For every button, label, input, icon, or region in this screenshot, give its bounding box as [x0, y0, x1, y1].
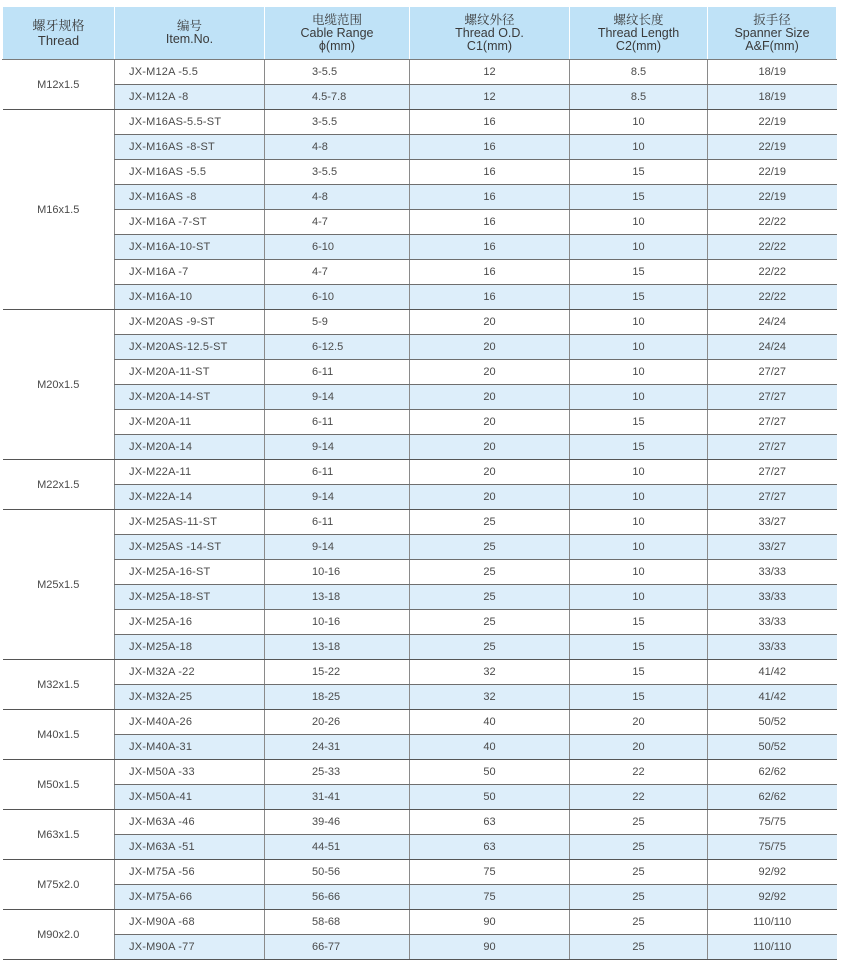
item-no-cell: JX-M16AS -5.5	[115, 160, 265, 185]
table-row	[3, 160, 837, 185]
spanner-size-cell: 27/27	[708, 485, 837, 510]
item-no-cell: JX-M16AS -8-ST	[115, 135, 265, 160]
table-row	[3, 85, 837, 110]
item-no-cell: JX-M20A-11	[115, 410, 265, 435]
cable-range-cell: 13-18	[265, 585, 410, 610]
spanner-size-cell: 22/19	[708, 185, 837, 210]
spanner-size-cell: 75/75	[708, 810, 837, 835]
header-thread-od-zh: 螺纹外径	[464, 12, 515, 27]
item-no-cell: JX-M75A-66	[115, 885, 265, 910]
table-row	[3, 185, 837, 210]
item-no-cell: JX-M25AS-11-ST	[115, 510, 265, 535]
table-row	[3, 210, 837, 235]
thread-od-cell: 40	[410, 710, 570, 735]
table-row	[3, 535, 837, 560]
table-row	[3, 335, 837, 360]
table-row	[3, 860, 837, 885]
table-row	[3, 360, 837, 385]
thread-od-cell: 20	[410, 335, 570, 360]
thread-od-cell: 25	[410, 610, 570, 635]
header-thread-length-unit: C2(mm)	[615, 38, 662, 53]
item-no-cell: JX-M63A -46	[115, 810, 265, 835]
table-row	[3, 60, 837, 85]
spanner-size-cell: 22/19	[708, 160, 837, 185]
thread-length-cell: 10	[570, 210, 708, 235]
item-no-cell: JX-M16A -7-ST	[115, 210, 265, 235]
header-cable-range	[265, 7, 410, 60]
thread-spec-cell: M90x2.0	[3, 910, 115, 960]
thread-length-cell: 8.5	[570, 85, 708, 110]
item-no-cell: JX-M40A-31	[115, 735, 265, 760]
thread-spec-cell: M22x1.5	[3, 460, 115, 510]
spanner-size-cell: 92/92	[708, 860, 837, 885]
cable-range-cell: 4.5-7.8	[265, 85, 410, 110]
thread-od-cell: 20	[410, 460, 570, 485]
header-thread-od-unit: C1(mm)	[466, 38, 513, 53]
thread-length-cell: 20	[570, 735, 708, 760]
cable-range-cell: 31-41	[265, 785, 410, 810]
cable-range-cell: 9-14	[265, 485, 410, 510]
header-spanner-size-unit: A&F(mm)	[745, 38, 799, 53]
item-no-cell: JX-M20A-14	[115, 435, 265, 460]
thread-length-cell: 10	[570, 585, 708, 610]
cable-range-cell: 4-8	[265, 185, 410, 210]
cable-range-cell: 6-10	[265, 235, 410, 260]
cable-range-cell: 6-10	[265, 285, 410, 310]
item-no-cell: JX-M16A-10	[115, 285, 265, 310]
spanner-size-cell: 22/22	[708, 210, 837, 235]
thread-od-cell: 20	[410, 385, 570, 410]
item-no-cell: JX-M20A-11-ST	[115, 360, 265, 385]
thread-length-cell: 15	[570, 285, 708, 310]
thread-od-cell: 90	[410, 935, 570, 960]
thread-od-cell: 12	[410, 60, 570, 85]
cable-range-cell: 3-5.5	[265, 110, 410, 135]
cable-range-cell: 9-14	[265, 435, 410, 460]
item-no-cell: JX-M16AS -8	[115, 185, 265, 210]
spanner-size-cell: 24/24	[708, 335, 837, 360]
table-row	[3, 735, 837, 760]
table-row	[3, 760, 837, 785]
thread-od-cell: 50	[410, 785, 570, 810]
cable-range-cell: 44-51	[265, 835, 410, 860]
item-no-cell: JX-M20AS-12.5-ST	[115, 335, 265, 360]
thread-od-cell: 40	[410, 735, 570, 760]
thread-od-cell: 20	[410, 360, 570, 385]
thread-length-cell: 22	[570, 785, 708, 810]
cable-range-cell: 18-25	[265, 685, 410, 710]
header-thread-en: Thread	[37, 33, 80, 48]
thread-od-cell: 16	[410, 160, 570, 185]
thread-length-cell: 25	[570, 910, 708, 935]
table-row	[3, 910, 837, 935]
thread-spec-cell: M12x1.5	[3, 60, 115, 110]
table-row	[3, 460, 837, 485]
thread-length-cell: 15	[570, 410, 708, 435]
cable-range-cell: 66-77	[265, 935, 410, 960]
cable-range-cell: 6-11	[265, 460, 410, 485]
thread-length-cell: 15	[570, 660, 708, 685]
thread-length-cell: 10	[570, 385, 708, 410]
header-spanner-size-en: Spanner Size	[734, 25, 810, 40]
thread-length-cell: 20	[570, 710, 708, 735]
table-row	[3, 110, 837, 135]
cable-range-cell: 39-46	[265, 810, 410, 835]
table-row	[3, 560, 837, 585]
thread-length-cell: 15	[570, 160, 708, 185]
spanner-size-cell: 22/22	[708, 285, 837, 310]
item-no-cell: JX-M20AS -9-ST	[115, 310, 265, 335]
spanner-size-cell: 62/62	[708, 760, 837, 785]
thread-od-cell: 25	[410, 585, 570, 610]
spanner-size-cell: 24/24	[708, 310, 837, 335]
cable-range-cell: 24-31	[265, 735, 410, 760]
item-no-cell: JX-M20A-14-ST	[115, 385, 265, 410]
thread-length-cell: 15	[570, 610, 708, 635]
thread-length-cell: 25	[570, 935, 708, 960]
table-row	[3, 785, 837, 810]
thread-od-cell: 25	[410, 635, 570, 660]
thread-spec-cell: M25x1.5	[3, 510, 115, 660]
table-row	[3, 435, 837, 460]
header-thread-od	[410, 7, 570, 60]
thread-length-cell: 10	[570, 535, 708, 560]
spanner-size-cell: 27/27	[708, 360, 837, 385]
thread-length-cell: 15	[570, 185, 708, 210]
thread-length-cell: 8.5	[570, 60, 708, 85]
cable-range-cell: 6-12.5	[265, 335, 410, 360]
thread-length-cell: 10	[570, 560, 708, 585]
thread-length-cell: 15	[570, 435, 708, 460]
thread-od-cell: 32	[410, 685, 570, 710]
thread-od-cell: 12	[410, 85, 570, 110]
header-thread-length	[570, 7, 708, 60]
header-thread-od-en: Thread O.D.	[455, 25, 524, 40]
cable-range-cell: 56-66	[265, 885, 410, 910]
item-no-cell: JX-M90A -77	[115, 935, 265, 960]
thread-od-cell: 20	[410, 310, 570, 335]
thread-spec-cell: M16x1.5	[3, 110, 115, 310]
thread-spec-cell: M50x1.5	[3, 760, 115, 810]
thread-length-cell: 15	[570, 685, 708, 710]
table-row	[3, 585, 837, 610]
thread-length-cell: 10	[570, 110, 708, 135]
spanner-size-cell: 92/92	[708, 885, 837, 910]
spanner-size-cell: 50/52	[708, 710, 837, 735]
thread-od-cell: 90	[410, 910, 570, 935]
spanner-size-cell: 27/27	[708, 410, 837, 435]
thread-od-cell: 63	[410, 835, 570, 860]
header-row	[3, 7, 837, 60]
cable-range-cell: 3-5.5	[265, 60, 410, 85]
thread-od-cell: 16	[410, 260, 570, 285]
table-row	[3, 660, 837, 685]
cable-range-cell: 4-8	[265, 135, 410, 160]
thread-od-cell: 20	[410, 410, 570, 435]
table-row	[3, 935, 837, 960]
table-row	[3, 710, 837, 735]
spanner-size-cell: 18/19	[708, 85, 837, 110]
spanner-size-cell: 110/110	[708, 910, 837, 935]
table-row	[3, 610, 837, 635]
header-cable-range-en: Cable Range	[300, 25, 374, 40]
thread-spec-cell: M32x1.5	[3, 660, 115, 710]
header-thread-length-zh: 螺纹长度	[613, 12, 664, 27]
thread-length-cell: 15	[570, 635, 708, 660]
item-no-cell: JX-M25AS -14-ST	[115, 535, 265, 560]
cable-range-cell: 6-11	[265, 360, 410, 385]
item-no-cell: JX-M40A-26	[115, 710, 265, 735]
thread-od-cell: 16	[410, 135, 570, 160]
table-row	[3, 835, 837, 860]
spanner-size-cell: 50/52	[708, 735, 837, 760]
cable-range-cell: 15-22	[265, 660, 410, 685]
cable-range-cell: 4-7	[265, 260, 410, 285]
header-item-no	[115, 7, 265, 60]
cable-range-cell: 6-11	[265, 410, 410, 435]
table-body	[3, 60, 837, 960]
spanner-size-cell: 33/33	[708, 635, 837, 660]
thread-od-cell: 50	[410, 760, 570, 785]
table-row	[3, 685, 837, 710]
cable-range-cell: 10-16	[265, 560, 410, 585]
header-thread-length-en: Thread Length	[597, 25, 680, 40]
header-cable-range-zh: 电缆范围	[311, 12, 362, 27]
table-row	[3, 885, 837, 910]
thread-od-cell: 16	[410, 285, 570, 310]
thread-length-cell: 10	[570, 360, 708, 385]
thread-length-cell: 10	[570, 485, 708, 510]
item-no-cell: JX-M75A -56	[115, 860, 265, 885]
thread-od-cell: 16	[410, 185, 570, 210]
table-row	[3, 510, 837, 535]
item-no-cell: JX-M16AS-5.5-ST	[115, 110, 265, 135]
thread-length-cell: 10	[570, 235, 708, 260]
item-no-cell: JX-M32A -22	[115, 660, 265, 685]
thread-length-cell: 10	[570, 310, 708, 335]
spanner-size-cell: 22/22	[708, 260, 837, 285]
item-no-cell: JX-M22A-11	[115, 460, 265, 485]
thread-od-cell: 20	[410, 485, 570, 510]
cable-range-cell: 3-5.5	[265, 160, 410, 185]
header-thread-zh: 螺牙规格	[32, 18, 85, 33]
cable-range-cell: 20-26	[265, 710, 410, 735]
cable-range-cell: 6-11	[265, 510, 410, 535]
thread-length-cell: 10	[570, 135, 708, 160]
item-no-cell: JX-M16A -7	[115, 260, 265, 285]
spanner-size-cell: 22/22	[708, 235, 837, 260]
table-row	[3, 285, 837, 310]
cable-range-cell: 9-14	[265, 385, 410, 410]
thread-od-cell: 25	[410, 560, 570, 585]
item-no-cell: JX-M16A-10-ST	[115, 235, 265, 260]
spanner-size-cell: 33/27	[708, 535, 837, 560]
thread-od-cell: 25	[410, 535, 570, 560]
thread-od-cell: 75	[410, 885, 570, 910]
thread-od-cell: 25	[410, 510, 570, 535]
table-row	[3, 135, 837, 160]
thread-length-cell: 10	[570, 460, 708, 485]
header-item-no-en: Item.No.	[165, 32, 214, 46]
cable-range-cell: 9-14	[265, 535, 410, 560]
thread-length-cell: 25	[570, 860, 708, 885]
table-row	[3, 310, 837, 335]
thread-length-cell: 15	[570, 260, 708, 285]
cable-range-cell: 25-33	[265, 760, 410, 785]
table-row	[3, 410, 837, 435]
item-no-cell: JX-M22A-14	[115, 485, 265, 510]
spanner-size-cell: 33/33	[708, 560, 837, 585]
thread-spec-cell: M75x2.0	[3, 860, 115, 910]
table-row	[3, 235, 837, 260]
header-spanner-size-zh: 扳手径	[753, 12, 791, 27]
spanner-size-cell: 33/33	[708, 585, 837, 610]
thread-od-cell: 63	[410, 810, 570, 835]
table-row	[3, 635, 837, 660]
spanner-size-cell: 22/19	[708, 135, 837, 160]
cable-range-cell: 10-16	[265, 610, 410, 635]
item-no-cell: JX-M32A-25	[115, 685, 265, 710]
thread-spec-cell: M63x1.5	[3, 810, 115, 860]
table-row	[3, 385, 837, 410]
spanner-size-cell: 33/27	[708, 510, 837, 535]
table-row	[3, 485, 837, 510]
header-cable-range-unit: ϕ(mm)	[318, 38, 356, 53]
header-item-no-zh: 编号	[176, 19, 202, 33]
thread-od-cell: 20	[410, 435, 570, 460]
spanner-size-cell: 75/75	[708, 835, 837, 860]
spanner-size-cell: 27/27	[708, 435, 837, 460]
item-no-cell: JX-M25A-18-ST	[115, 585, 265, 610]
thread-od-cell: 16	[410, 210, 570, 235]
header-thread	[3, 7, 115, 60]
header-spanner-size	[708, 7, 837, 60]
item-no-cell: JX-M12A -8	[115, 85, 265, 110]
thread-length-cell: 10	[570, 510, 708, 535]
spanner-size-cell: 62/62	[708, 785, 837, 810]
cable-range-cell: 58-68	[265, 910, 410, 935]
table-row	[3, 810, 837, 835]
thread-od-cell: 75	[410, 860, 570, 885]
spanner-size-cell: 41/42	[708, 660, 837, 685]
thread-spec-cell: M20x1.5	[3, 310, 115, 460]
cable-range-cell: 4-7	[265, 210, 410, 235]
spanner-size-cell: 110/110	[708, 935, 837, 960]
thread-length-cell: 25	[570, 835, 708, 860]
thread-length-cell: 10	[570, 335, 708, 360]
specification-table	[2, 7, 837, 960]
item-no-cell: JX-M50A -33	[115, 760, 265, 785]
spanner-size-cell: 27/27	[708, 460, 837, 485]
table-row	[3, 260, 837, 285]
item-no-cell: JX-M25A-18	[115, 635, 265, 660]
thread-length-cell: 25	[570, 885, 708, 910]
cable-range-cell: 50-56	[265, 860, 410, 885]
spanner-size-cell: 27/27	[708, 385, 837, 410]
item-no-cell: JX-M12A -5.5	[115, 60, 265, 85]
cable-range-cell: 13-18	[265, 635, 410, 660]
item-no-cell: JX-M25A-16-ST	[115, 560, 265, 585]
spanner-size-cell: 33/33	[708, 610, 837, 635]
thread-length-cell: 25	[570, 810, 708, 835]
thread-od-cell: 16	[410, 110, 570, 135]
item-no-cell: JX-M50A-41	[115, 785, 265, 810]
item-no-cell: JX-M63A -51	[115, 835, 265, 860]
item-no-cell: JX-M90A -68	[115, 910, 265, 935]
thread-length-cell: 22	[570, 760, 708, 785]
thread-od-cell: 32	[410, 660, 570, 685]
spanner-size-cell: 22/19	[708, 110, 837, 135]
spanner-size-cell: 18/19	[708, 60, 837, 85]
thread-spec-cell: M40x1.5	[3, 710, 115, 760]
spanner-size-cell: 41/42	[708, 685, 837, 710]
thread-od-cell: 16	[410, 235, 570, 260]
item-no-cell: JX-M25A-16	[115, 610, 265, 635]
cable-range-cell: 5-9	[265, 310, 410, 335]
